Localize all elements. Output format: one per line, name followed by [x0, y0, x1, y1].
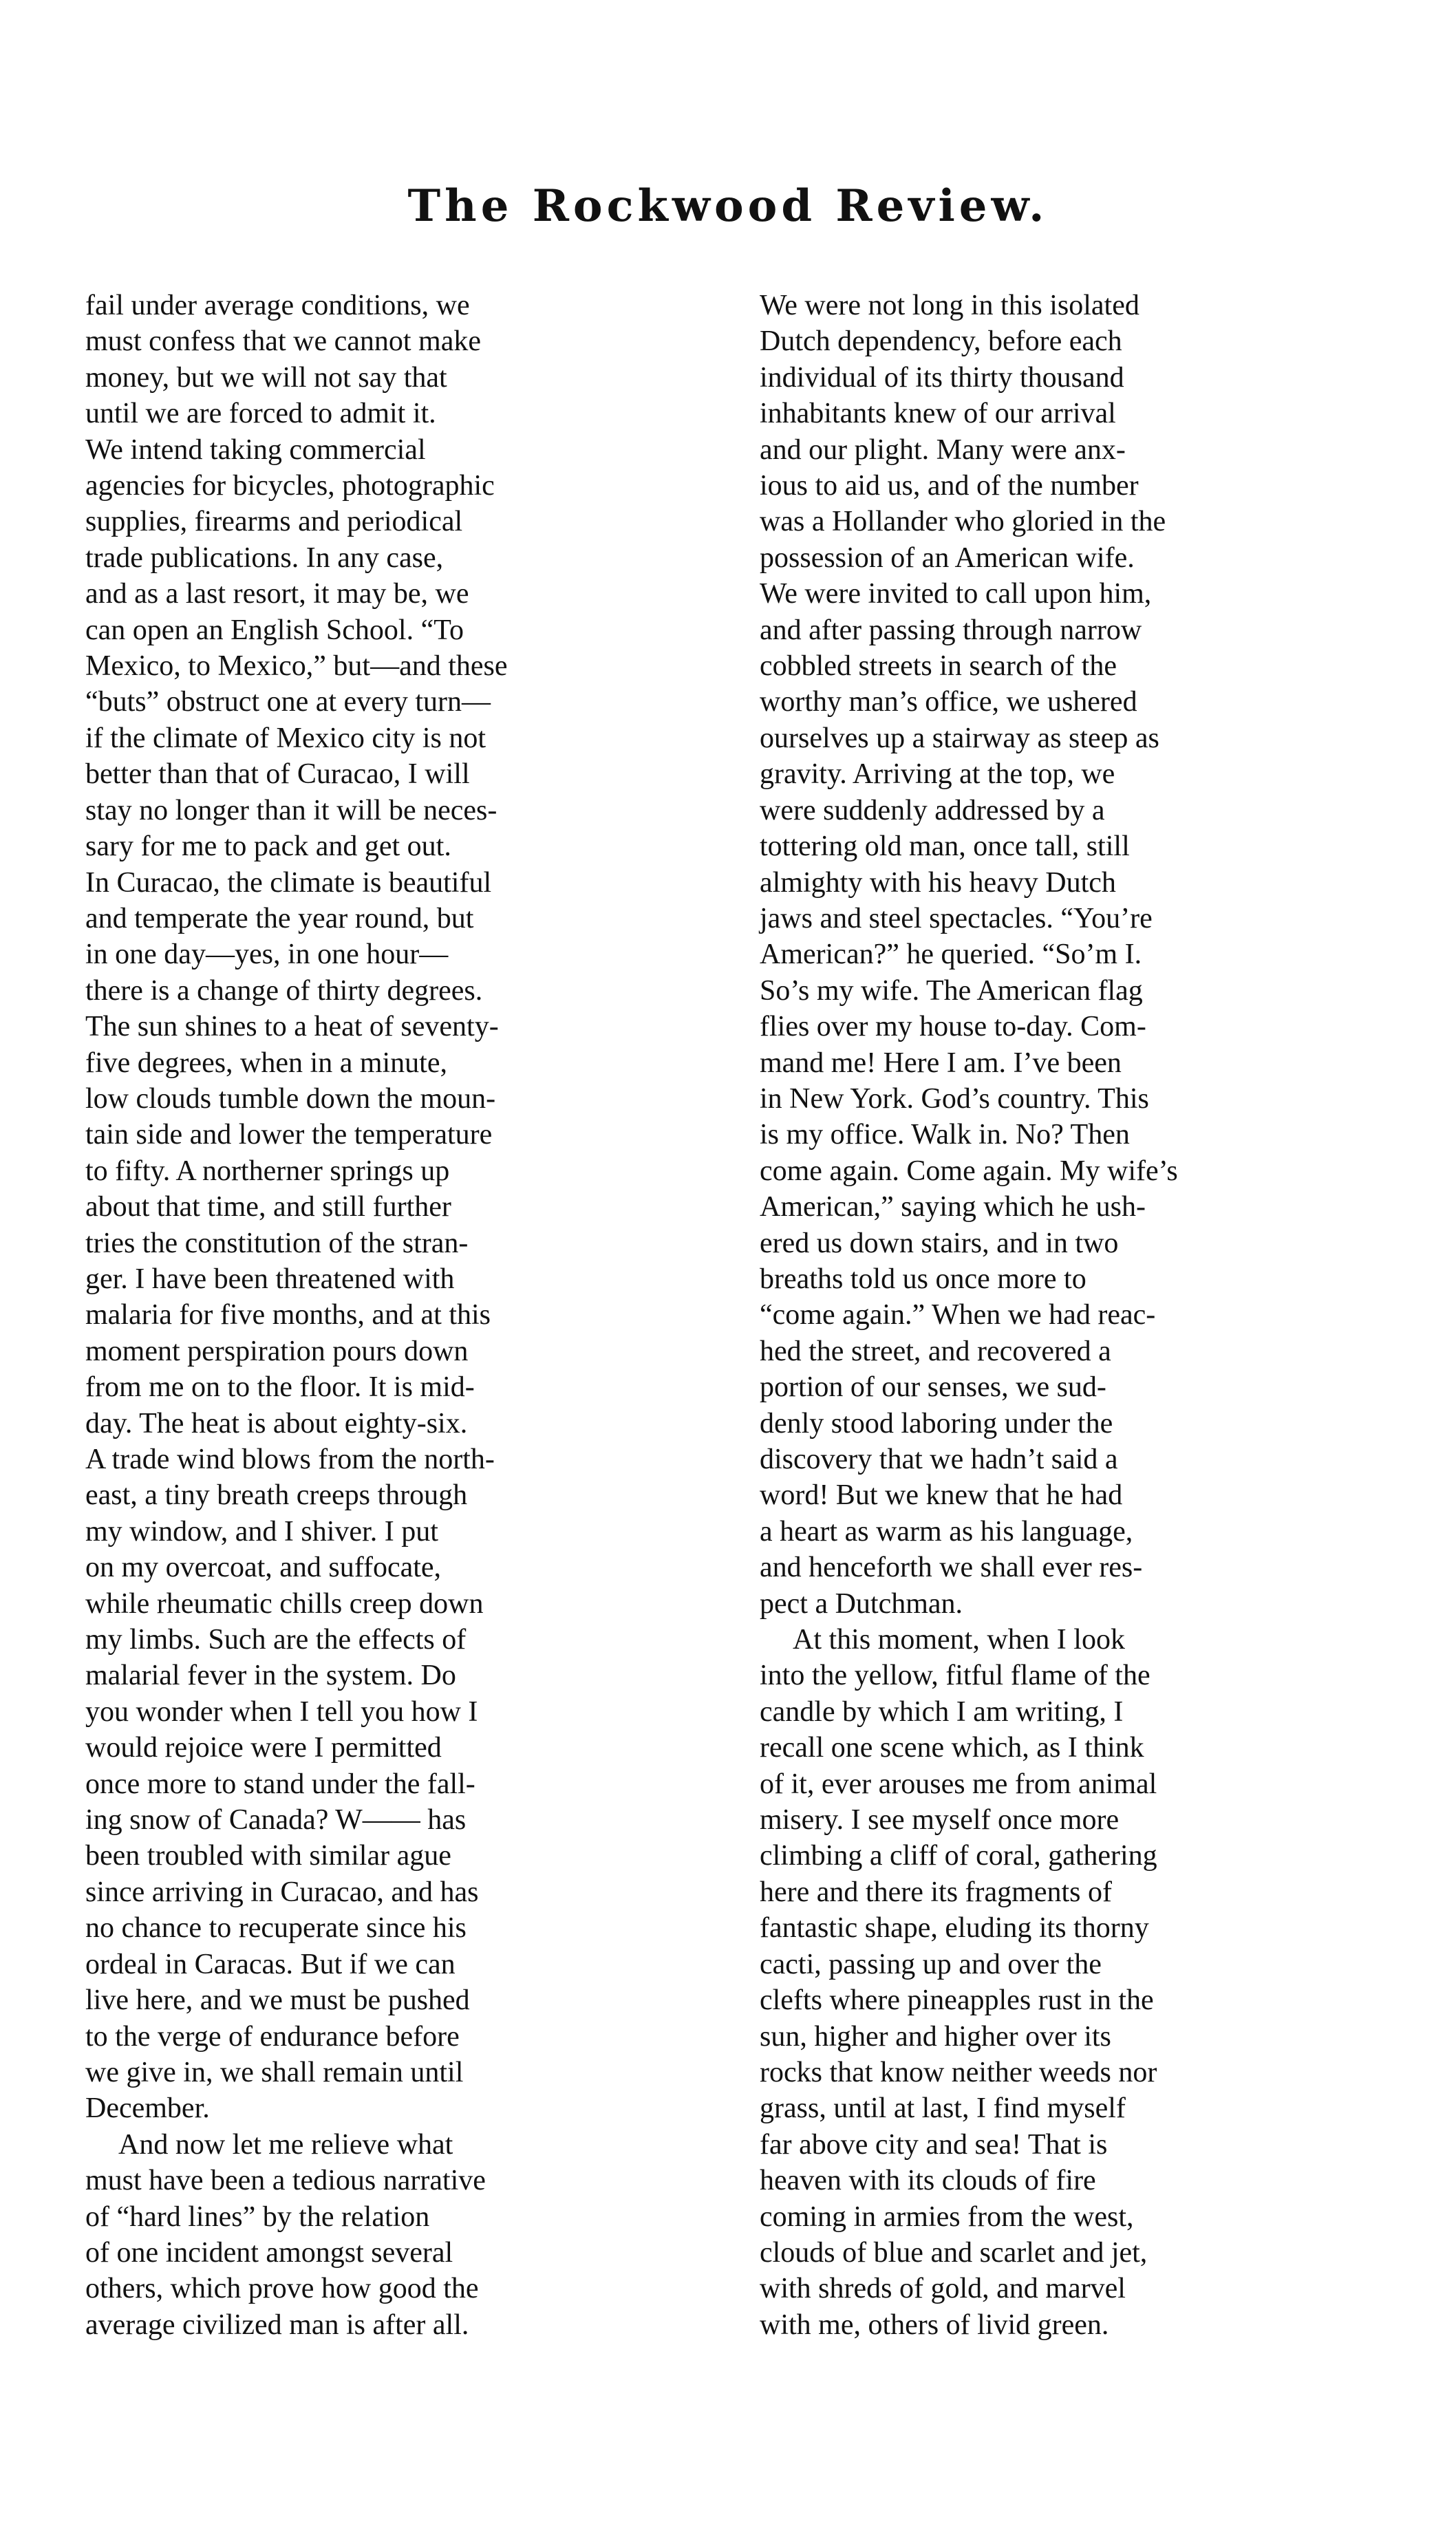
- text-line: clouds of blue and scarlet and jet,: [760, 2236, 1148, 2269]
- text-line: gravity. Arriving at the top, we: [760, 758, 1115, 791]
- text-line: heaven with its clouds of fire: [760, 2165, 1096, 2197]
- text-line: ordeal in Caracas. But if we can: [85, 1948, 456, 1980]
- text-line: agencies for bicycles, photographic: [85, 470, 495, 502]
- text-line: about that time, and still further: [85, 1191, 451, 1223]
- text-line: Mexico, to Mexico,” but—and these: [85, 650, 508, 683]
- text-line: discovery that we hadn’t said a: [760, 1444, 1118, 1475]
- text-line: come again. Come again. My wife’s: [760, 1155, 1178, 1187]
- text-line: of it, ever arouses me from animal: [760, 1768, 1157, 1800]
- text-line: climbing a cliff of coral, gathering: [760, 1840, 1157, 1872]
- text-line: in one day—yes, in one hour—: [85, 939, 449, 971]
- text-line: word! But we knew that he had: [760, 1479, 1123, 1512]
- text-line: with shreds of gold, and marvel: [760, 2273, 1126, 2305]
- text-line: breaths told us once more to: [760, 1263, 1086, 1295]
- text-line: would rejoice were I permitted: [85, 1732, 442, 1764]
- text-line: jaws and steel spectacles. “You’re: [760, 902, 1153, 934]
- text-line: money, but we will not say that: [85, 361, 447, 394]
- text-line: of one incident amongst several: [85, 2236, 453, 2269]
- text-line: average civilized man is after all.: [85, 2309, 469, 2341]
- text-line: ious to aid us, and of the number: [760, 470, 1139, 502]
- text-line: and temperate the year round, but: [85, 902, 474, 934]
- text-line: hed the street, and recovered a: [760, 1335, 1111, 1367]
- text-line: once more to stand under the fall-: [85, 1768, 475, 1800]
- text-line: must confess that we cannot make: [85, 325, 481, 358]
- text-line: misery. I see myself once more: [760, 1804, 1120, 1837]
- text-line: sary for me to pack and get out.: [85, 831, 451, 863]
- text-line: almighty with his heavy Dutch: [760, 866, 1116, 899]
- text-line: until we are forced to admit it.: [85, 398, 436, 430]
- text-line: far above city and sea! That is: [760, 2128, 1108, 2161]
- text-line: inhabitants knew of our arrival: [760, 398, 1116, 430]
- text-line: individual of its thirty thousand: [760, 361, 1124, 394]
- text-line: So’s my wife. The American flag: [760, 974, 1143, 1007]
- text-line: coming in armies from the west,: [760, 2201, 1134, 2233]
- text-line: clefts where pineapples rust in the: [760, 1984, 1154, 2017]
- text-line: trade publications. In any case,: [85, 542, 444, 574]
- text-line: live here, and we must be pushed: [85, 1984, 470, 2017]
- text-line: cacti, passing up and over the: [760, 1948, 1102, 1980]
- text-line: my window, and I shiver. I put: [85, 1515, 438, 1548]
- text-line: At this moment, when I look: [793, 1624, 1125, 1656]
- text-line: is my office. Walk in. No? Then: [760, 1119, 1130, 1151]
- text-line: grass, until at last, I find myself: [760, 2092, 1126, 2125]
- text-line: east, a tiny breath creeps through: [85, 1479, 468, 1512]
- text-line: moment perspiration pours down: [85, 1335, 469, 1367]
- text-line: and our plight. Many were anx-: [760, 433, 1126, 466]
- text-line: in New York. God’s country. This: [760, 1082, 1149, 1115]
- text-line: on my overcoat, and suffocate,: [85, 1552, 442, 1584]
- text-line: flies over my house to-day. Com-: [760, 1011, 1146, 1043]
- text-line: others, which prove how good the: [85, 2273, 479, 2305]
- text-line: day. The heat is about eighty-six.: [85, 1407, 468, 1439]
- text-line: denly stood laboring under the: [760, 1407, 1113, 1439]
- text-line: since arriving in Curacao, and has: [85, 1876, 479, 1908]
- text-line: We were not long in this isolated: [760, 290, 1139, 321]
- text-line: to fifty. A northerner springs up: [85, 1155, 450, 1187]
- text-line: American?” he queried. “So’m I.: [760, 939, 1142, 971]
- text-line: low clouds tumble down the moun-: [85, 1082, 496, 1115]
- text-line: “come again.” When we had reac-: [760, 1299, 1156, 1331]
- text-line: and henceforth we shall ever res-: [760, 1552, 1143, 1584]
- text-line: and after passing through narrow: [760, 614, 1142, 646]
- text-line: recall one scene which, as I think: [760, 1732, 1144, 1764]
- text-line: if the climate of Mexico city is not: [85, 722, 486, 754]
- text-line: must have been a tedious narrative: [85, 2165, 486, 2197]
- text-line: were suddenly addressed by a: [760, 794, 1105, 826]
- text-line: possession of an American wife.: [760, 542, 1135, 574]
- text-line: we give in, we shall remain until: [85, 2056, 464, 2088]
- text-line: ger. I have been threatened with: [85, 1263, 455, 1295]
- text-line: there is a change of thirty degrees.: [85, 974, 483, 1007]
- text-line: tottering old man, once tall, still: [760, 831, 1130, 863]
- text-line: malarial fever in the system. Do: [85, 1660, 456, 1692]
- text-line: Dutch dependency, before each: [760, 325, 1122, 358]
- text-line: fail under average conditions, we: [85, 290, 470, 321]
- text-line: “buts” obstruct one at every turn—: [85, 686, 491, 718]
- text-line: ourselves up a stairway as steep as: [760, 722, 1159, 754]
- text-line: with me, others of livid green.: [760, 2309, 1109, 2341]
- text-line: pect a Dutchman.: [760, 1587, 963, 1620]
- text-line: tain side and lower the temperature: [85, 1119, 493, 1151]
- text-line: was a Hollander who gloried in the: [760, 506, 1166, 538]
- text-line: from me on to the floor. It is mid-: [85, 1371, 475, 1404]
- right-text-column: [760, 288, 1365, 2343]
- text-line: mand me! Here I am. I’ve been: [760, 1047, 1122, 1079]
- text-line: We were invited to call upon him,: [760, 578, 1152, 610]
- text-line: to the verge of endurance before: [85, 2020, 460, 2053]
- text-line: candle by which I am writing, I: [760, 1695, 1124, 1728]
- text-line: December.: [85, 2092, 210, 2125]
- text-line: A trade wind blows from the north-: [85, 1444, 495, 1475]
- text-line: supplies, firearms and periodical: [85, 506, 463, 538]
- text-line: rocks that know neither weeds nor: [760, 2056, 1157, 2088]
- masthead-title: The Rockwood Review.: [407, 180, 1049, 232]
- text-line: cobbled streets in search of the: [760, 650, 1117, 683]
- text-line: of “hard lines” by the relation: [85, 2201, 430, 2233]
- text-line: sun, higher and higher over its: [760, 2020, 1111, 2053]
- text-line: portion of our senses, we sud-: [760, 1371, 1106, 1404]
- text-line: fantastic shape, eluding its thorny: [760, 1912, 1149, 1945]
- text-line: my limbs. Such are the effects of: [85, 1624, 467, 1656]
- text-line: you wonder when I tell you how I: [85, 1695, 478, 1728]
- text-line: American,” saying which he ush-: [760, 1191, 1146, 1223]
- text-line: no chance to recuperate since his: [85, 1912, 467, 1945]
- text-line: The sun shines to a heat of seventy-: [85, 1011, 499, 1043]
- text-line: And now let me relieve what: [118, 2128, 453, 2161]
- text-line: and as a last resort, it may be, we: [85, 578, 469, 610]
- text-line: stay no longer than it will be neces-: [85, 794, 497, 826]
- text-line: ered us down stairs, and in two: [760, 1227, 1119, 1259]
- text-line: into the yellow, fitful flame of the: [760, 1660, 1150, 1692]
- text-line: better than that of Curacao, I will: [85, 758, 470, 791]
- text-line: can open an English School. “To: [85, 614, 464, 646]
- text-line: been troubled with similar ague: [85, 1840, 451, 1872]
- left-text-column: [85, 288, 688, 2343]
- text-line: malaria for five months, and at this: [85, 1299, 491, 1331]
- text-line: a heart as warm as his language,: [760, 1515, 1133, 1548]
- text-line: worthy man’s office, we ushered: [760, 686, 1137, 718]
- text-line: In Curacao, the climate is beautiful: [85, 866, 492, 899]
- text-line: tries the constitution of the stran-: [85, 1227, 469, 1259]
- text-line: five degrees, when in a minute,: [85, 1047, 447, 1079]
- text-line: while rheumatic chills creep down: [85, 1587, 484, 1620]
- text-line: ing snow of Canada? W—— has: [85, 1804, 467, 1837]
- text-line: here and there its fragments of: [760, 1876, 1112, 1908]
- text-line: We intend taking commercial: [85, 433, 426, 466]
